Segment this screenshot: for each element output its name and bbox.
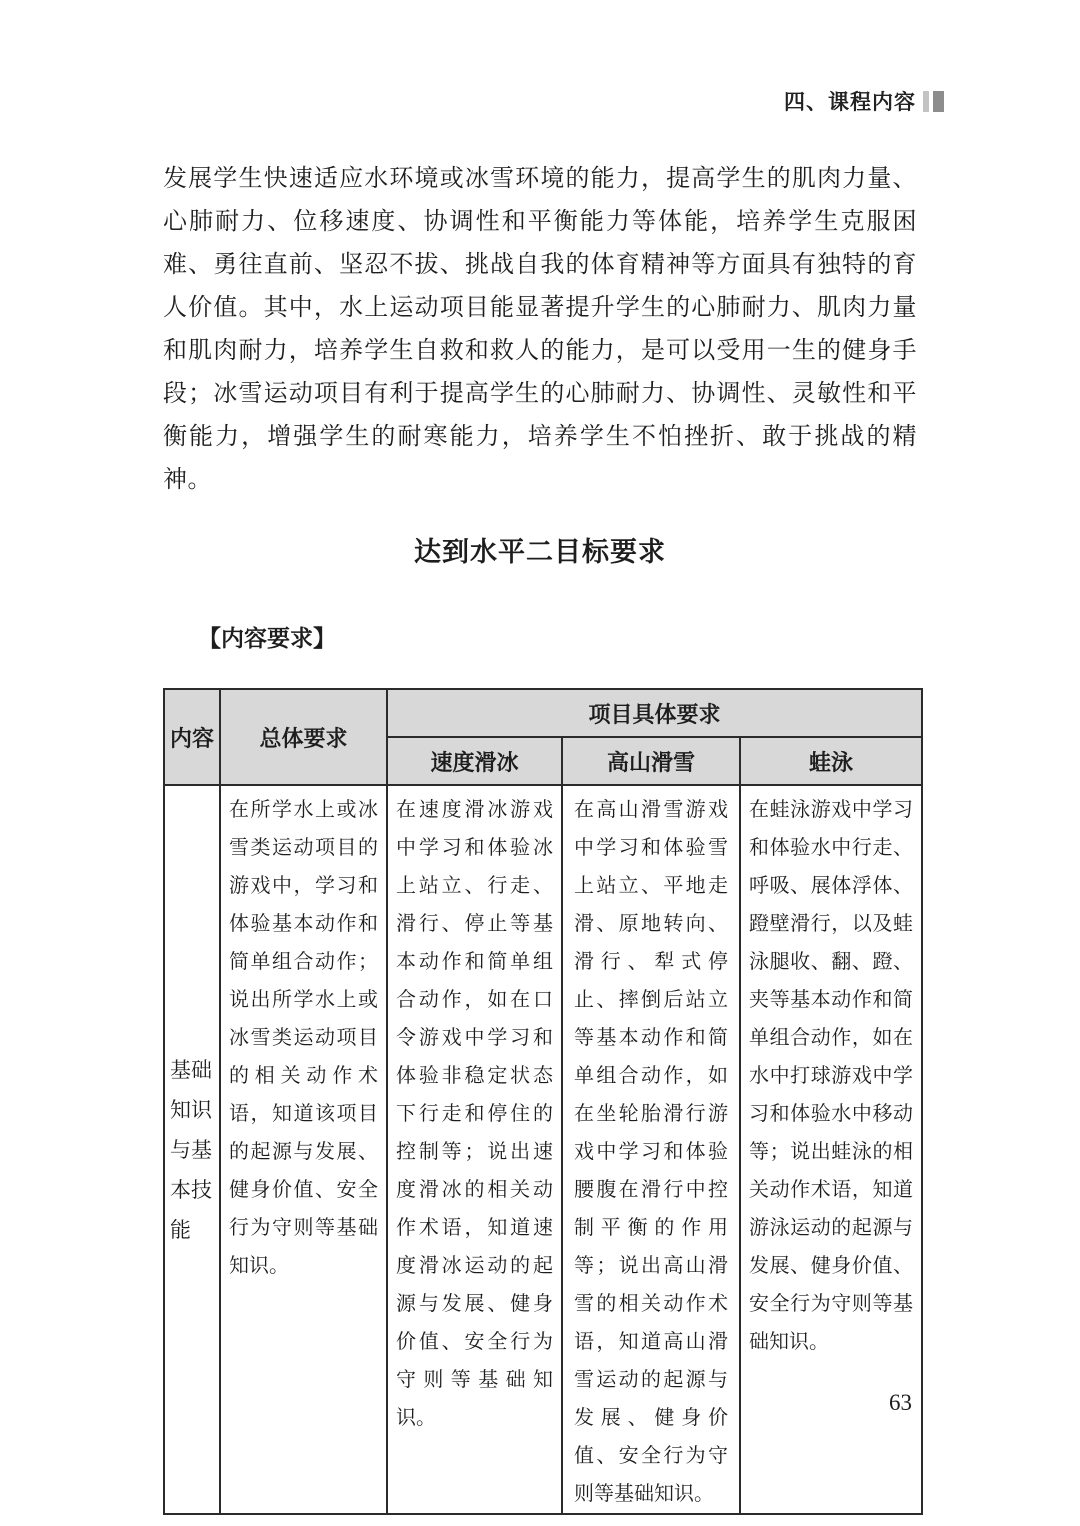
header-bar-dark-icon xyxy=(933,91,944,112)
requirements-table xyxy=(163,688,923,1515)
column-header-breaststroke: 蛙泳 xyxy=(740,737,922,785)
table-row xyxy=(164,785,922,1514)
page-number: 63 xyxy=(889,1390,912,1415)
category-label: 基础知识与基本技能 xyxy=(170,1057,212,1242)
cell-overall-requirement: 在所学水上或冰雪类运动项目的游戏中，学习和体验基本动作和简单组合动作；说出所学水上或冰雪类运动项目的相关动作术语，知道该项目的起源与发展、健身价值、安全行为守则等基础知识。 xyxy=(220,785,387,1514)
content-requirements-heading: 【内容要求】 xyxy=(198,625,336,651)
cell-category xyxy=(164,785,220,1514)
column-header-alpine-skiing: 高山滑雪 xyxy=(562,737,740,785)
running-header xyxy=(784,86,944,116)
column-header-group: 项目具体要求 xyxy=(387,689,922,737)
table-header-row-1 xyxy=(164,689,922,737)
running-header-title: 四、课程内容 xyxy=(784,91,916,114)
section-marker-icon xyxy=(923,91,944,112)
section-heading: 达到水平二目标要求 xyxy=(414,537,666,567)
column-header-overall: 总体要求 xyxy=(220,689,387,785)
column-header-content: 内容 xyxy=(164,689,220,785)
header-bar-light-icon xyxy=(923,91,929,112)
intro-paragraph: 发展学生快速适应水环境或冰雪环境的能力，提高学生的肌肉力量、心肺耐力、位移速度、协调性和平衡能力等体能，培养学生克服困难、勇往直前、坚忍不拔、挑战自我的体育精神等方面具有独特的育人价值。其中，水上运动项目能显著提升学生的心肺耐力、肌肉力量和肌肉耐力，培养学生自救和救人的能力，是可以受用一生的健身手段；冰雪运动项目有利于提高学生的心肺耐力、协调性、灵敏性和平衡能力，增强学生的耐寒能力，培养学生不怕挫折、敢于挑战的精神。 xyxy=(163,166,917,493)
page-content xyxy=(163,158,917,1515)
cell-alpine-skiing: 在高山滑雪游戏中学习和体验雪上站立、平地走滑、原地转向、滑行、犁式停止、摔倒后站立等基本动作和简单组合动作，如在坐轮胎滑行游戏中学习和体验腰腹在滑行中控制平衡的作用等；说出高山滑雪的相关动作术语，知道高山滑雪运动的起源与发展、健身价值、安全行为守则等基础知识。 xyxy=(562,785,740,1514)
cell-speed-skating: 在速度滑冰游戏中学习和体验冰上站立、行走、滑行、停止等基本动作和简单组合动作，如在口令游戏中学习和体验非稳定状态下行走和停住的控制等；说出速度滑冰的相关动作术语，知道速度滑冰运动的起源与发展、健身价值、安全行为守则等基础知识。 xyxy=(387,785,562,1514)
column-header-speed-skating: 速度滑冰 xyxy=(387,737,562,785)
cell-breaststroke: 在蛙泳游戏中学习和体验水中行走、呼吸、展体浮体、蹬壁滑行，以及蛙泳腿收、翻、蹬、夹等基本动作和简单组合动作，如在水中打球游戏中学习和体验水中移动等；说出蛙泳的相关动作术语，知道游泳运动的起源与发展、健身价值、安全行为守则等基础知识。 xyxy=(740,785,922,1514)
